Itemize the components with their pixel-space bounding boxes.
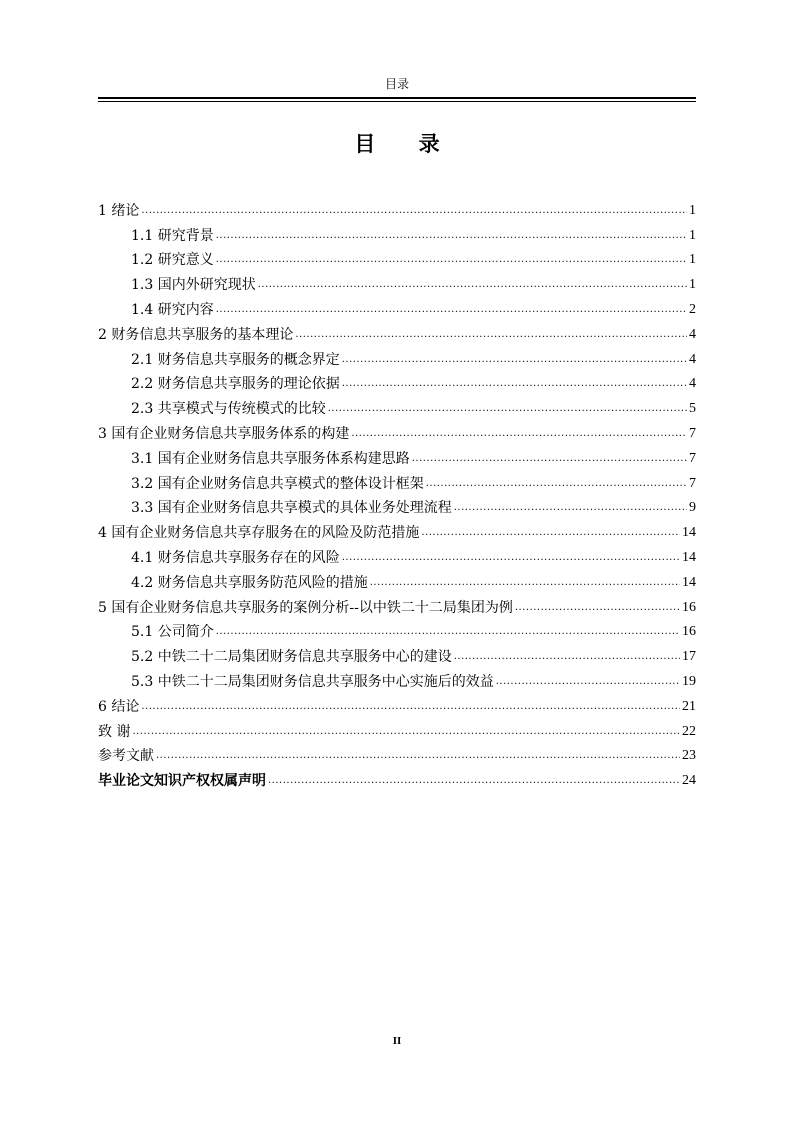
toc-dot-leader [216, 253, 687, 267]
toc-entry-page: 24 [682, 773, 696, 789]
toc-dot-leader [454, 501, 687, 515]
toc-dot-leader [421, 526, 680, 540]
toc-entry-title: 3 国有企业财务信息共享服务体系的构建 [98, 425, 350, 442]
toc-entry[interactable] [98, 742, 696, 767]
toc-entry-page: 23 [682, 748, 696, 764]
toc-entry-page: 14 [682, 574, 696, 590]
toc-entry-page: 17 [682, 649, 696, 665]
toc-dot-leader [216, 625, 680, 639]
toc-dot-leader [412, 452, 687, 466]
toc-title: 目 录 [354, 131, 458, 156]
toc-entry[interactable] [98, 717, 696, 742]
toc-entry-title: 4.1 财务信息共享服务存在的风险 [131, 549, 340, 566]
toc-entry-title: 5.3 中铁二十二局集团财务信息共享服务中心实施后的效益 [131, 673, 494, 690]
toc-entry-title: 5 国有企业财务信息共享服务的案例分析--以中铁二十二局集团为例 [98, 599, 513, 616]
toc-entry[interactable] [98, 320, 696, 345]
toc-entry-title: 2.3 共享模式与传统模式的比较 [131, 401, 326, 418]
toc-entry-title: 1.2 研究意义 [131, 252, 214, 269]
toc-entry-page: 14 [682, 525, 696, 541]
toc-dot-leader [342, 551, 680, 565]
toc-entry-title: 1 绪论 [98, 202, 140, 219]
toc-entry[interactable] [98, 568, 696, 593]
toc-dot-leader [515, 601, 680, 615]
toc-dot-leader [132, 725, 680, 739]
toc-entry[interactable] [98, 419, 696, 444]
toc-entry[interactable] [98, 692, 696, 717]
toc-entry-title: 致 谢 [98, 723, 131, 740]
toc-entry[interactable] [98, 394, 696, 419]
toc-dot-leader [342, 353, 687, 367]
toc-entry-title: 3.3 国有企业财务信息共享模式的具体业务处理流程 [131, 500, 452, 517]
toc-entry-title: 6 结论 [98, 698, 140, 715]
page-number: II [392, 1035, 402, 1047]
toc-entry[interactable] [98, 618, 696, 643]
toc-dot-leader [342, 377, 687, 391]
toc-entry-page: 1 [689, 227, 696, 243]
toc-dot-leader [370, 576, 680, 590]
header-rule-thin [98, 101, 696, 102]
toc-entry-page: 9 [689, 500, 696, 516]
toc-entry-page: 1 [689, 252, 696, 268]
toc-entry[interactable] [98, 295, 696, 320]
toc-dot-leader [141, 204, 687, 218]
toc-entry-title: 2.1 财务信息共享服务的概念界定 [131, 351, 340, 368]
toc-entry-page: 4 [689, 376, 696, 392]
toc-entry[interactable] [98, 469, 696, 494]
toc-entry-page: 4 [689, 351, 696, 367]
toc-dot-leader [496, 675, 680, 689]
toc-entry-title: 2.2 财务信息共享服务的理论依据 [131, 376, 340, 393]
toc-entry[interactable] [98, 345, 696, 370]
toc-entry[interactable] [98, 766, 696, 791]
toc-entry-page: 7 [689, 425, 696, 441]
toc-entry-title: 2 财务信息共享服务的基本理论 [98, 326, 294, 343]
toc-entry[interactable] [98, 667, 696, 692]
toc-entry-page: 2 [689, 301, 696, 317]
toc-entry[interactable] [98, 444, 696, 469]
toc-entry-page: 7 [689, 450, 696, 466]
toc-entry-page: 19 [682, 673, 696, 689]
toc-dot-leader [268, 774, 680, 788]
toc-dot-leader [454, 650, 680, 664]
toc-entry[interactable] [98, 543, 696, 568]
toc-entry-page: 4 [689, 326, 696, 342]
toc-dot-leader [156, 749, 680, 763]
toc-entry-title: 4.2 财务信息共享服务防范风险的措施 [131, 574, 368, 591]
toc-dot-leader [141, 700, 680, 714]
toc-entry-title: 1.1 研究背景 [131, 227, 214, 244]
toc-dot-leader [328, 402, 687, 416]
toc-entry-page: 14 [682, 549, 696, 565]
toc-entry[interactable] [98, 593, 696, 618]
toc-entry-title: 5.2 中铁二十二局集团财务信息共享服务中心的建设 [131, 649, 452, 666]
table-of-contents [98, 196, 696, 791]
toc-entry[interactable] [98, 246, 696, 271]
toc-dot-leader [216, 303, 687, 317]
toc-entry-title: 参考文献 [98, 748, 154, 765]
toc-entry-page: 16 [682, 624, 696, 640]
toc-entry-page: 22 [682, 723, 696, 739]
header-rule [98, 97, 696, 99]
toc-entry-title: 5.1 公司简介 [131, 624, 214, 641]
toc-entry-title: 1.3 国内外研究现状 [131, 277, 256, 294]
toc-dot-leader [258, 278, 687, 292]
toc-entry[interactable] [98, 221, 696, 246]
toc-entry[interactable] [98, 518, 696, 543]
toc-entry-page: 16 [682, 599, 696, 615]
toc-entry[interactable] [98, 196, 696, 221]
toc-entry-page: 1 [689, 277, 696, 293]
toc-entry[interactable] [98, 270, 696, 295]
toc-entry-page: 5 [689, 401, 696, 417]
toc-dot-leader [295, 328, 687, 342]
toc-entry-title: 1.4 研究内容 [131, 301, 214, 318]
toc-dot-leader [426, 477, 687, 491]
toc-entry-page: 1 [689, 202, 696, 218]
toc-entry-page: 21 [682, 698, 696, 714]
toc-entry-page: 7 [689, 475, 696, 491]
toc-entry-title: 3.1 国有企业财务信息共享服务体系构建思路 [131, 450, 410, 467]
toc-entry[interactable] [98, 370, 696, 395]
toc-entry-title: 毕业论文知识产权权属声明 [98, 773, 266, 790]
running-header: 目录 [384, 77, 409, 91]
toc-dot-leader [216, 229, 687, 243]
toc-dot-leader [351, 427, 687, 441]
toc-entry[interactable] [98, 494, 696, 519]
toc-entry-title: 4 国有企业财务信息共享存服务在的风险及防范措施 [98, 525, 420, 542]
toc-entry[interactable] [98, 642, 696, 667]
toc-entry-title: 3.2 国有企业财务信息共享模式的整体设计框架 [131, 475, 424, 492]
